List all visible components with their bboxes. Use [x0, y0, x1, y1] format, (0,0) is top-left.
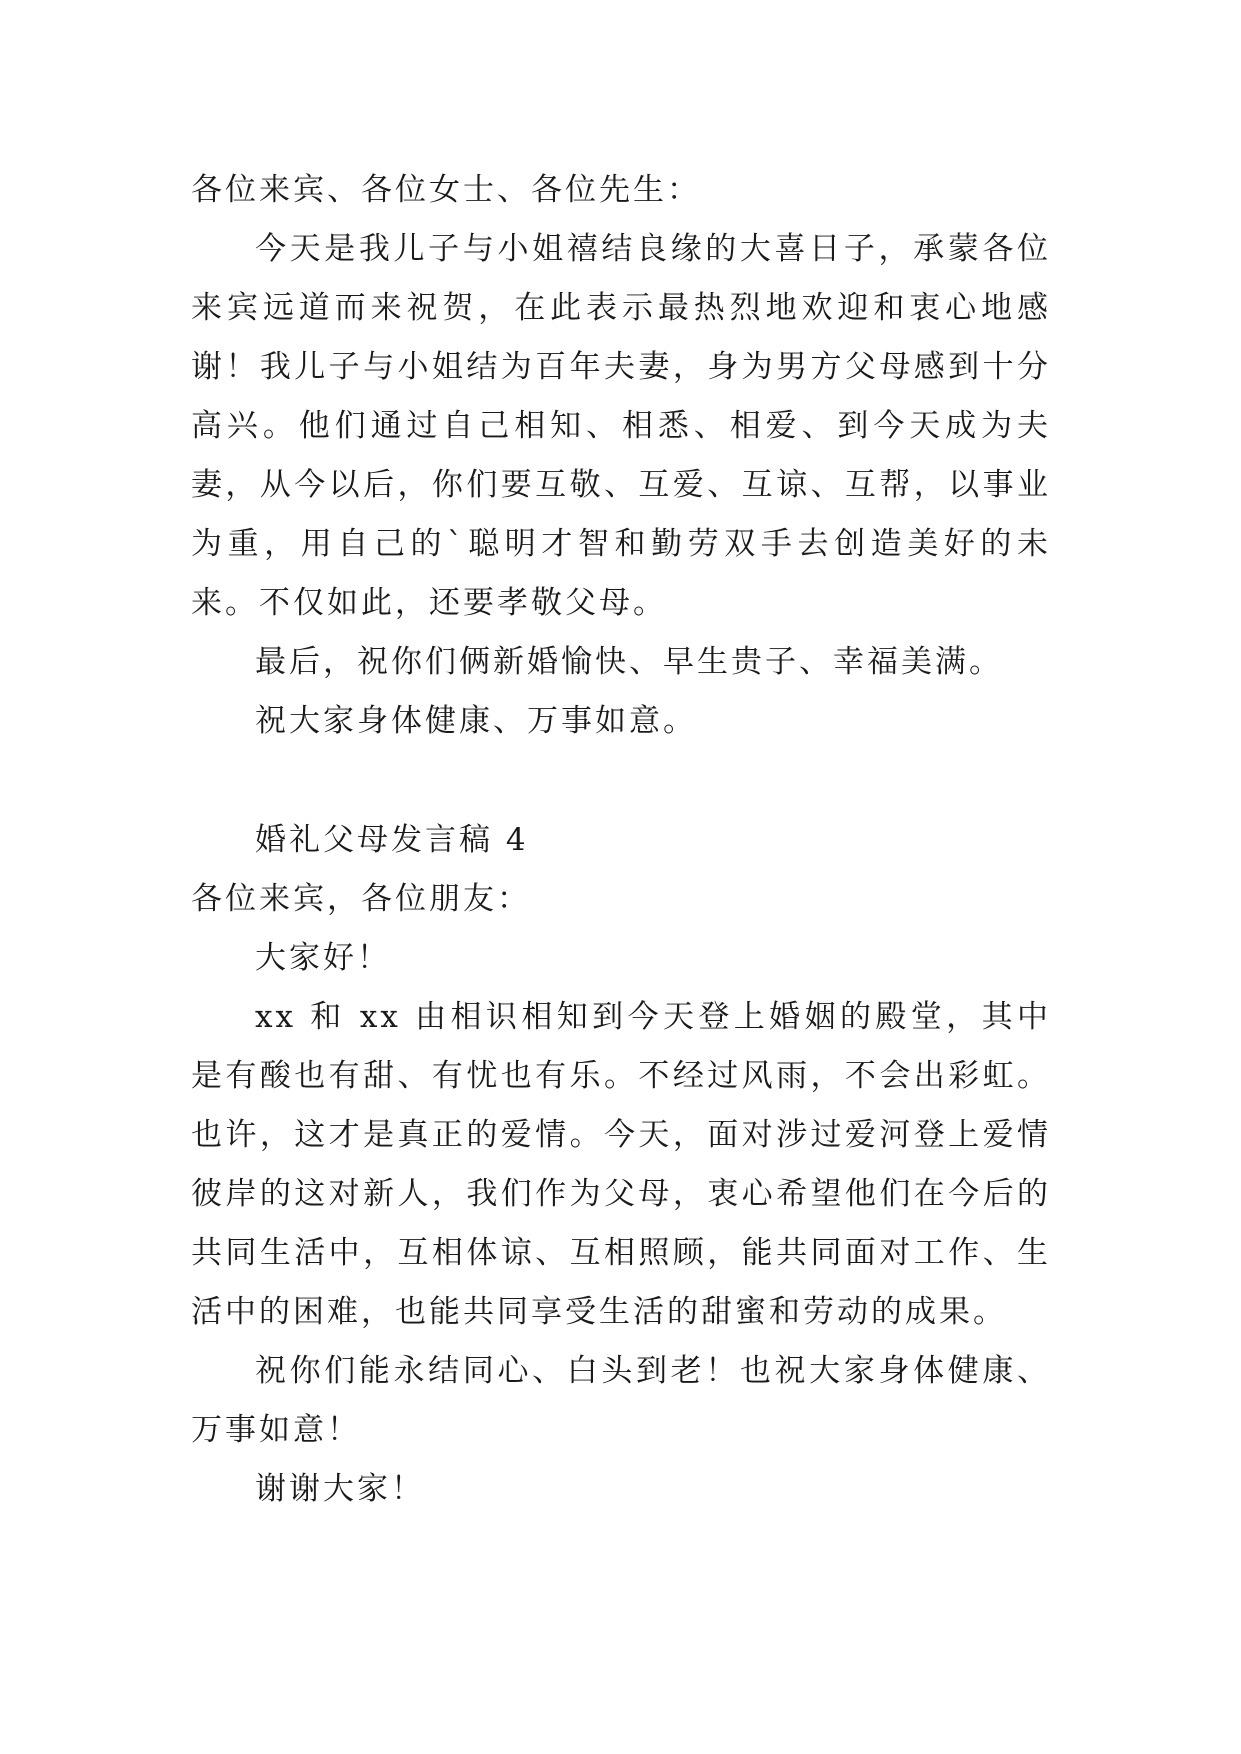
paragraph: 最后，祝你们俩新婚愉快、早生贵子、幸福美满。	[255, 644, 1003, 680]
section-spacer	[191, 751, 1051, 811]
document-body	[191, 161, 1051, 1519]
salutation: 各位来宾，各位朋友：	[191, 881, 531, 917]
paragraph: 今天是我儿子与小姐禧结良缘的大喜日子，承蒙各位来宾远道而来祝贺，在此表示最热烈地欢迎和衷心地感谢！我儿子与小姐结为百年夫妻，身为男方父母感到十分高兴。他们通过自己相知、相悉、相爱、到今天成为夫妻，从今以后，你们要互敬、互爱、互谅、互帮，以事业为重，用自己的`聪明才智和勤劳双手去创造美好的未来。不仅如此，还要孝敬父母。	[191, 231, 1051, 621]
paragraph: 祝你们能永结同心、白头到老！也祝大家身体健康、万事如意！	[191, 1353, 1051, 1448]
salutation: 各位来宾、各位女士、各位先生：	[191, 172, 701, 208]
paragraph: 大家好！	[255, 940, 391, 976]
section-heading: 婚礼父母发言稿 4	[255, 822, 529, 858]
paragraph: 谢谢大家！	[255, 1471, 425, 1507]
paragraph: xx 和 xx 由相识相知到今天登上婚姻的殿堂，其中是有酸也有甜、有忧也有乐。不经过风雨，不会出彩虹。也许，这才是真正的爱情。今天，面对涉过爱河登上爱情彼岸的这对新人，我们作为父母，衷心希望他们在今后的共同生活中，互相体谅、互相照顾，能共同面对工作、生活中的困难，也能共同享受生活的甜蜜和劳动的成果。	[191, 999, 1051, 1330]
paragraph: 祝大家身体健康、万事如意。	[255, 703, 697, 739]
